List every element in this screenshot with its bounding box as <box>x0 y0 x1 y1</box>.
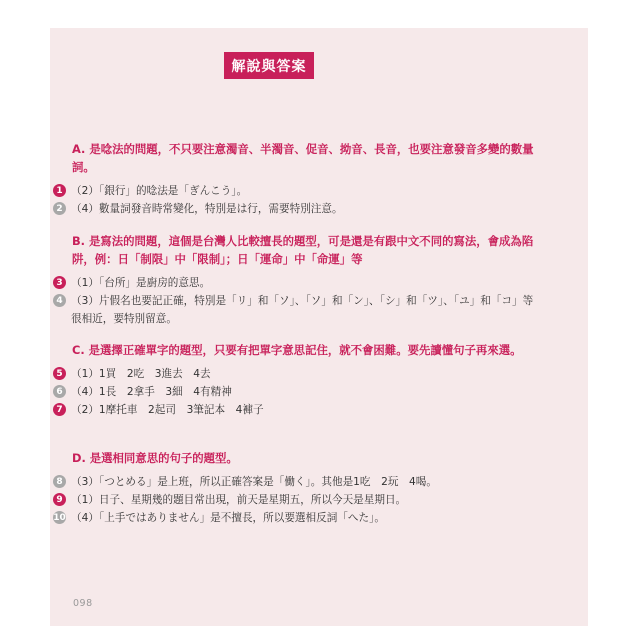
question-number-badge: 7 <box>53 403 66 416</box>
section-a <box>56 140 542 218</box>
section-c <box>56 341 542 419</box>
answer-row <box>53 509 542 527</box>
answer-text: （2）1摩托車 2起司 3筆記本 4褲子 <box>71 404 264 416</box>
answer-text: （3）片假名也要記正確，特別是「リ」和「ソ」、「ソ」和「ン」、「シ」和「ツ」、「ユ」和「コ」等很相近，要特別留意。 <box>71 295 534 325</box>
page-number: 098 <box>73 598 93 609</box>
question-number-badge: 10 <box>53 512 66 523</box>
answer-row <box>56 274 542 292</box>
section-heading: A. 是唸法的問題，不只要注意濁音、半濁音、促音、拗音、長音，也要注意發音多變的數量詞。 <box>72 142 534 174</box>
section-heading: B. 是寫法的問題，這個是台灣人比較擅長的題型，可是還是有跟中文不同的寫法，會成為陷阱，例：日「制限」中「限制」；日「運命」中「命運」等 <box>72 234 534 266</box>
answer-row <box>56 365 542 383</box>
question-number-badge: 4 <box>53 294 66 307</box>
question-number-badge: 1 <box>53 184 66 197</box>
section-heading: C. 是選擇正確單字的題型，只要有把單字意思記住，就不會困難。要先讀懂句子再來選。 <box>72 343 522 357</box>
answer-row <box>56 383 542 401</box>
answer-row <box>56 292 542 328</box>
answer-row <box>56 401 542 419</box>
section-b <box>56 232 542 328</box>
answer-text: （2）「銀行」的唸法是「ぎんこう」。 <box>71 185 248 197</box>
section-d <box>53 449 542 527</box>
answer-text: （4）1長 2拿手 3細 4有精神 <box>71 386 232 398</box>
answer-row <box>56 491 542 509</box>
answer-text: （1）1買 2吃 3進去 4去 <box>71 368 211 380</box>
question-number-badge: 3 <box>53 276 66 289</box>
section-heading: D. 是選相同意思的句子的題型。 <box>72 451 238 465</box>
answer-text: （4）「上手ではありません」是不擅長，所以要選相反詞「へた」。 <box>71 512 385 524</box>
answer-text: （1）日子、星期幾的題目常出現，前天是星期五，所以今天是星期日。 <box>71 494 407 506</box>
answer-text: （1）「台所」是廚房的意思。 <box>71 277 211 289</box>
answer-text: （3）「つとめる」是上班，所以正確答案是「働く」。其他是1吃 2玩 4喝。 <box>71 476 437 488</box>
question-number-badge: 6 <box>53 385 66 398</box>
question-number-badge: 2 <box>53 202 66 215</box>
answer-row <box>56 182 542 200</box>
page-title: 解說與答案 <box>224 52 314 79</box>
answer-row <box>56 473 542 491</box>
question-number-badge: 9 <box>53 493 66 506</box>
answer-text: （4）數量詞發音時常變化，特別是は行，需要特別注意。 <box>71 203 343 215</box>
question-number-badge: 5 <box>53 367 66 380</box>
answer-row <box>56 200 542 218</box>
question-number-badge: 8 <box>53 475 66 488</box>
